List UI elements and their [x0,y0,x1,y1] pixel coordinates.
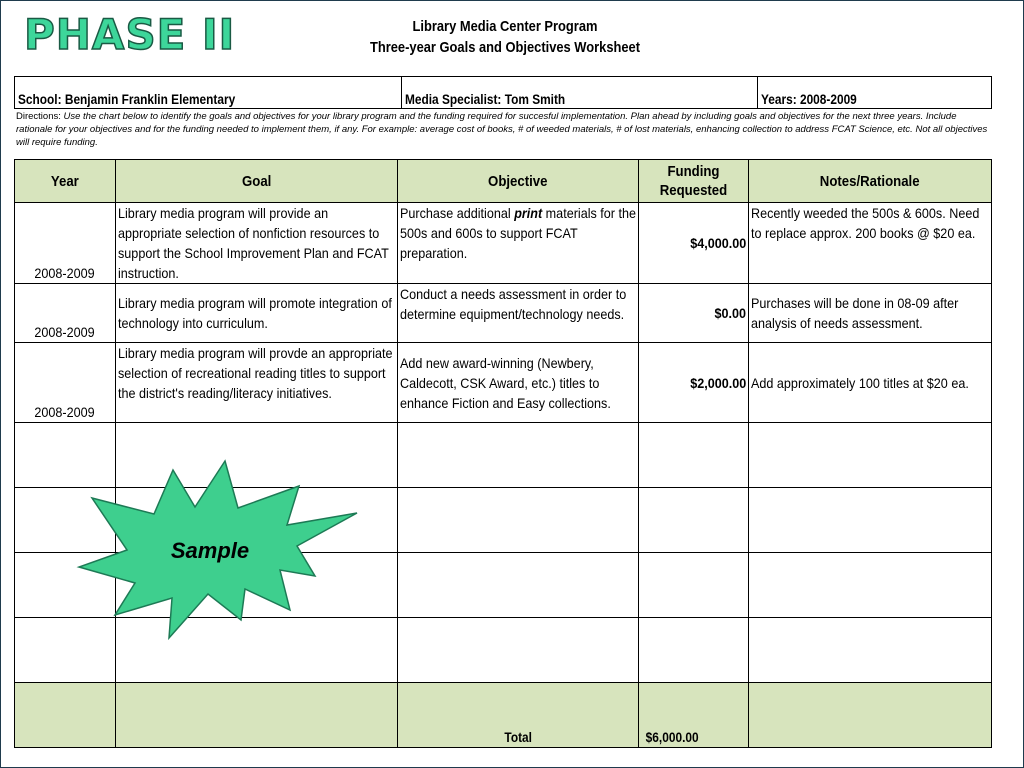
notes-cell: Add approximately 100 titles at $20 ea. [749,343,992,423]
empty-cell [115,683,397,748]
funding-cell: $4,000.00 [639,203,749,284]
goal-cell: Library media program will promote integration of technology into curriculum. [115,284,397,343]
header-goal: Goal [115,160,397,203]
goals-table [14,159,992,748]
header-funding: Funding Requested [639,160,749,203]
funding-cell: $2,000.00 [639,343,749,423]
goal-cell: Library media program will provide an appropriate selection of nonfiction resources to support the School Improvement Plan and FCAT instruction. [115,203,397,284]
total-row [15,683,992,748]
header-row [15,160,992,203]
title-line-1: Library Media Center Program [412,18,598,35]
empty-cell [749,423,992,488]
year-cell: 2008-2009 [15,203,116,284]
empty-cell [639,488,749,553]
empty-cell [639,423,749,488]
sample-stamp [75,458,360,643]
header-year: Year [15,160,116,203]
empty-cell [639,553,749,618]
funding-cell: $0.00 [639,284,749,343]
empty-cell [397,618,639,683]
header-objective: Objective [397,160,639,203]
sample-label: Sample [170,538,250,563]
objective-cell: Conduct a needs assessment in order to determine equipment/technology needs. [397,284,639,343]
school-cell: School: Benjamin Franklin Elementary [15,77,402,109]
title-line-2: Three-year Goals and Objectives Worksheet [369,39,641,56]
info-table [14,76,992,109]
directions-text: Directions: Use the chart below to identify the goals and objectives for your library program and the funding required for succesful implementation. Plan ahead by including goals and objectives for the next three years. Include rationale for your objectives and for the funding needed to implement them, if any. For example: average cost of books, # of weeded materials, # of lost materials, enhancing collection to address FCAT Science, etc. Not all objectives will require funding. [16,111,988,148]
empty-cell [749,683,992,748]
notes-cell: Recently weeded the 500s & 600s. Need to replace approx. 200 books @ $20 ea. [749,203,992,284]
empty-cell [749,618,992,683]
empty-cell [397,423,639,488]
empty-cell [397,553,639,618]
specialist-cell: Media Specialist: Tom Smith [402,77,758,109]
phase-heading: PHASE II [24,10,236,59]
total-value: $6,000.00 [639,683,749,748]
empty-cell [639,618,749,683]
empty-cell [397,488,639,553]
table-row [15,284,992,343]
notes-cell: Purchases will be done in 08-09 after analysis of needs assessment. [749,284,992,343]
empty-cell [749,553,992,618]
years-cell: Years: 2008-2009 [758,77,992,109]
year-cell: 2008-2009 [15,343,116,423]
header-notes: Notes/Rationale [749,160,992,203]
objective-cell: Add new award-winning (Newbery, Caldecott, CSK Award, etc.) titles to enhance Fiction and Easy collections. [397,343,639,423]
objective-cell: Purchase additional print materials for the 500s and 600s to support FCAT preparation. [397,203,639,284]
goal-cell: Library media program will provde an appropriate selection of recreational reading titles to support the district's reading/literacy initiatives. [115,343,397,423]
year-cell: 2008-2009 [15,284,116,343]
empty-cell [15,683,116,748]
table-row [15,343,992,423]
worksheet-title [330,16,680,58]
empty-cell [749,488,992,553]
table-row [15,203,992,284]
total-label: Total [397,683,639,748]
